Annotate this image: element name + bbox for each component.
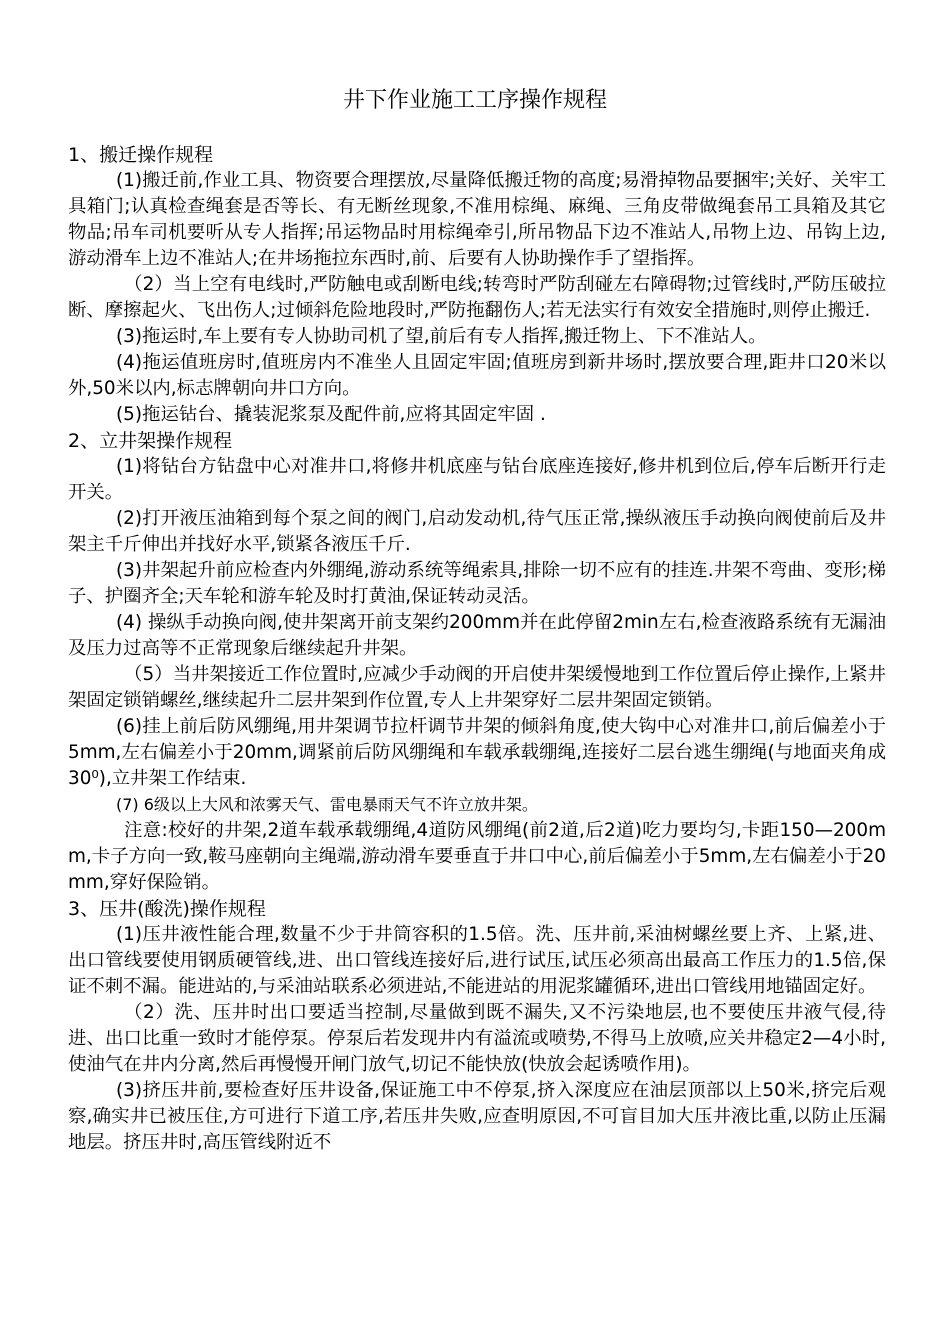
paragraph: (7) 6级以上大风和浓雾天气、雷电暴雨天气不许立放井架。 <box>116 795 538 814</box>
section-heading: 1、搬迁操作规程 <box>68 144 214 166</box>
document-title: 井下作业施工工序操作规程 <box>342 88 607 113</box>
paragraph: (5)拖运钻台、撬装泥浆泵及配件前,应将其固定牢固 . <box>116 404 546 425</box>
paragraph: (3)井架起升前应检查内外绷绳,游动系统等绳索具,排除一切不应有的挂连.井架不弯曲、变形;梯子、护圈齐全;天车轮和游车轮及时打黄油,保证转动灵活。 <box>68 560 886 607</box>
paragraph: (2)打开液压油箱到每个泵之间的阀门,启动发动机,待气压正常,操纵液压手动换向阀使前后及井架主千斤伸出并找好水平,锁紧各液压千斤. <box>68 508 886 555</box>
paragraph: (6)挂上前后防风绷绳,用井架调节拉杆调节井架的倾斜角度,使大钩中心对准井口,前后偏差小于5mm,左右偏差小于20mm,调紧前后防风绷绳和车载承载绷绳,连接好二层台逃生绷绳(与地面夹角成30⁰),立井架工作结束. <box>68 716 886 789</box>
section-heading: 2、立井架操作规程 <box>68 430 233 452</box>
paragraph: (3)拖运时,车上要有专人协助司机了望,前后有专人指挥,搬迁物上、下不准站人。 <box>116 326 767 347</box>
paragraph: (1)将钻台方钻盘中心对准井口,将修井机底座与钻台底座连接好,修井机到位后,停车后断开行走开关。 <box>68 456 886 503</box>
paragraph: (3)挤压井前,要检查好压井设备,保证施工中不停泵,挤入深度应在油层顶部以上50米,挤完后观察,确实井已被压住,方可进行下道工序,若压井失败,应查明原因,不可盲目加大压井液比重,以防止压漏地层。挤压井时,高压管线附近不 <box>68 1080 886 1153</box>
document-body <box>68 142 886 1156</box>
paragraph: (4) 操纵手动换向阀,使井架离开前支架约200mm并在此停留2min左右,检查液路系统有无漏油及压力过高等不正常现象后继续起升井架。 <box>68 612 886 659</box>
paragraph: (1)压井液性能合理,数量不少于井筒容积的1.5倍。洗、压井前,采油树螺丝要上齐、上紧,进、出口管线要使用钢质硬管线,进、出口管线连接好后,进行试压,试压必须高出最高工作压力的1.5倍,保证不刺不漏。能进站的,与采油站联系必须进站,不能进站的用泥浆罐循环,进出口管线用地锚固定好。 <box>68 924 886 997</box>
paragraph: (4)拖运值班房时,值班房内不准坐人且固定牢固;值班房到新井场时,摆放要合理,距井口20米以外,50米以内,标志牌朝向井口方向。 <box>68 352 886 399</box>
paragraph: (1)搬迁前,作业工具、物资要合理摆放,尽量降低搬迁物的高度;易滑掉物品要捆牢;关好、关牢工具箱门;认真检查绳套是否等长、有无断丝现象,不准用棕绳、麻绳、三角皮带做绳套吊工具箱及其它物品;吊车司机要听从专人指挥;吊运物品时用棕绳牵引,所吊物品下边不准站人,吊物上边、吊钩上边,游动滑车上边不准站人;在井场拖拉东西时,前、后要有人协助操作手了望指挥。 <box>68 170 886 269</box>
paragraph: （2）当上空有电线时,严防触电或刮断电线;转弯时严防刮碰左右障碍物;过管线时,严防压破拉断、摩擦起火、飞出伤人;过倾斜危险地段时,严防拖翻伤人;若无法实行有效安全措施时,则停止搬迁. <box>68 274 886 321</box>
section-heading: 3、压井(酸洗)操作规程 <box>68 898 266 920</box>
paragraph: （5）当井架接近工作位置时,应减少手动阀的开启使井架缓慢地到工作位置后停止操作,上紧井架固定锁销螺丝,继续起升二层井架到作位置,专人上井架穿好二层井架固定锁销。 <box>68 664 886 711</box>
paragraph: （2）洗、压井时出口要适当控制,尽量做到既不漏失,又不污染地层,也不要使压井液气侵,待进、出口比重一致时才能停泵。停泵后若发现井内有溢流或喷势,不得马上放喷,应关井稳定2—4小时,使油气在井内分离,然后再慢慢开闸门放气,切记不能快放(快放会起诱喷作用)。 <box>68 1002 886 1075</box>
note-paragraph: 注意:校好的井架,2道车载承载绷绳,4道防风绷绳(前2道,后2道)吃力要均匀,卡距150—200mm,卡子方向一致,鞍马座朝向主绳端,游动滑车要垂直于井口中心,前后偏差小于5mm,左右偏差小于20mm,穿好保险销。 <box>68 820 886 893</box>
